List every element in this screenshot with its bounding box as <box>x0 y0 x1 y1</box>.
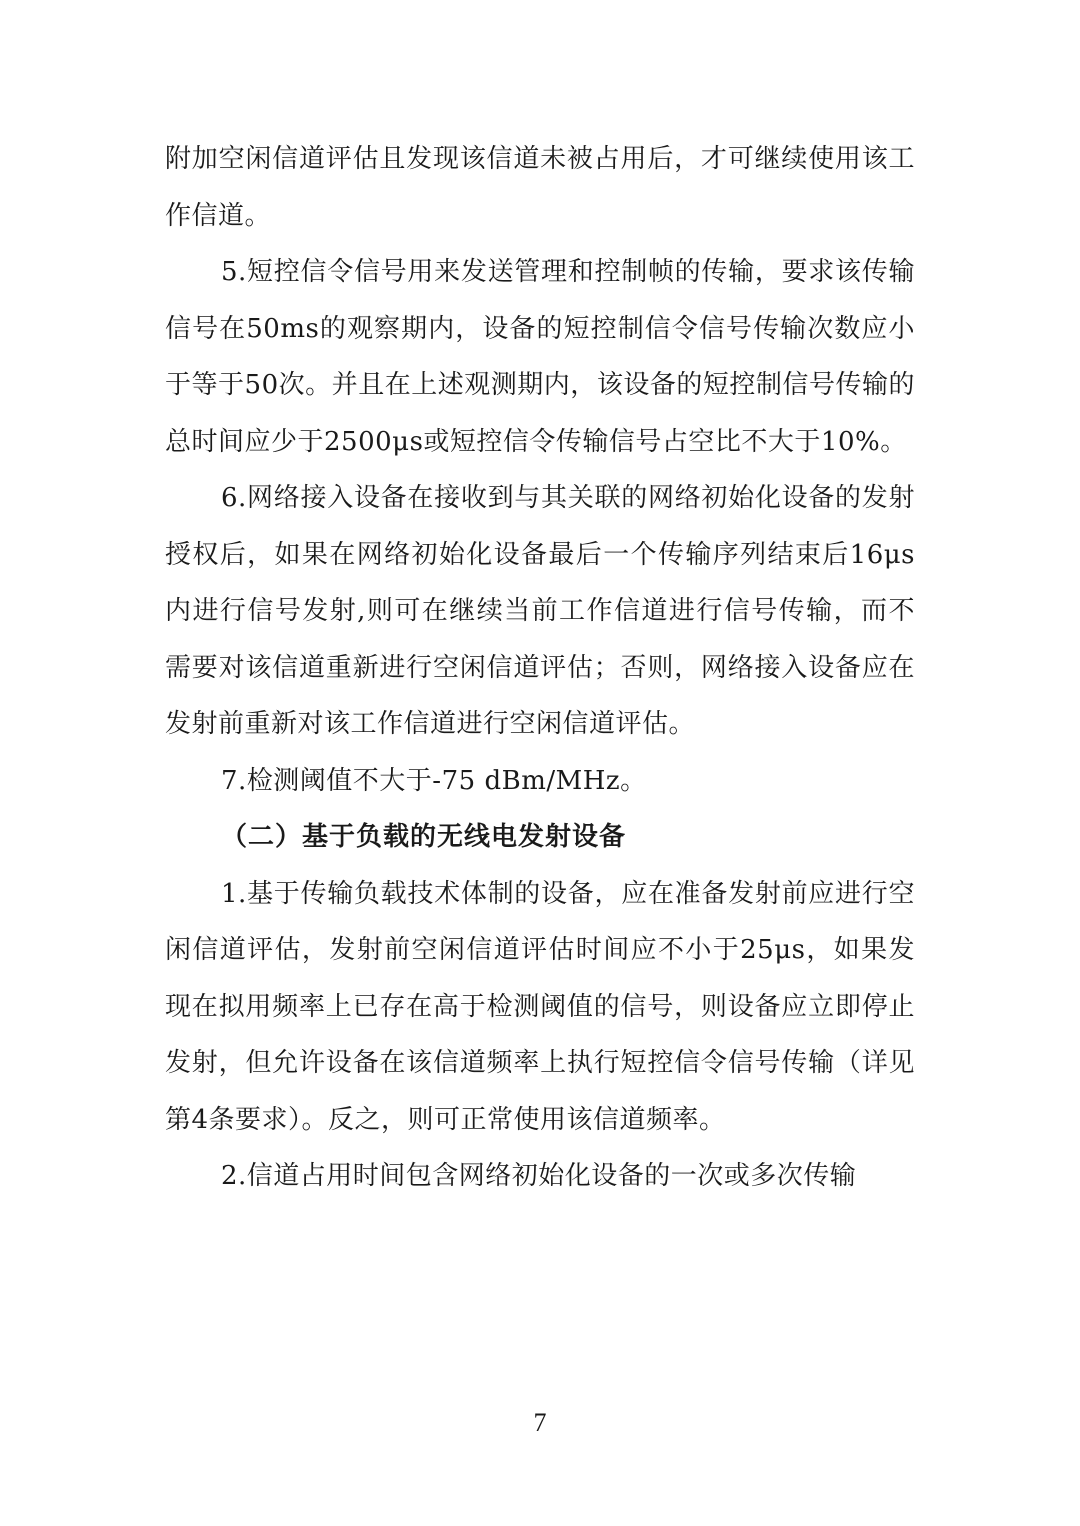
paragraph-item-6: 6.网络接入设备在接收到与其关联的网络初始化设备的发射授权后，如果在网络初始化设备最后一个传输序列结束后16μs内进行信号发射,则可在继续当前工作信道进行信号传输，而不需要对该信道重新进行空闲信道评估；否则，网络接入设备应在发射前重新对该工作信道进行空闲信道评估。 <box>165 483 915 739</box>
section-paragraph-item-1: 1.基于传输负载技术体制的设备，应在准备发射前应进行空闲信道评估，发射前空闲信道评估时间应不小于25μs，如果发现在拟用频率上已存在高于检测阈值的信号，则设备应立即停止发射，但允许设备在该信道频率上执行短控信令信号传输（详见第4条要求）。反之，则可正常使用该信道频率。 <box>165 878 915 1135</box>
paragraph-item-7: 7.检测阈值不大于-75 dBm/MHz。 <box>221 765 647 796</box>
section-paragraph-item-2: 2.信道占用时间包含网络初始化设备的一次或多次传输 <box>221 1161 857 1191</box>
paragraph-continuation: 附加空闲信道评估且发现该信道未被占用后，才可继续使用该工作信道。 <box>165 144 915 231</box>
page-body <box>165 131 915 1205</box>
page-number: 7 <box>533 1408 547 1437</box>
section-heading: （二）基于负载的无线电发射设备 <box>221 822 627 852</box>
paragraph-item-5: 5.短控信令信号用来发送管理和控制帧的传输，要求该传输信号在50ms的观察期内，设备的短控制信令信号传输次数应小于等于50次。并且在上述观测期内，该设备的短控制信号传输的总时间应少于2500μs或短控信令传输信号占空比不大于10%。 <box>165 257 915 457</box>
